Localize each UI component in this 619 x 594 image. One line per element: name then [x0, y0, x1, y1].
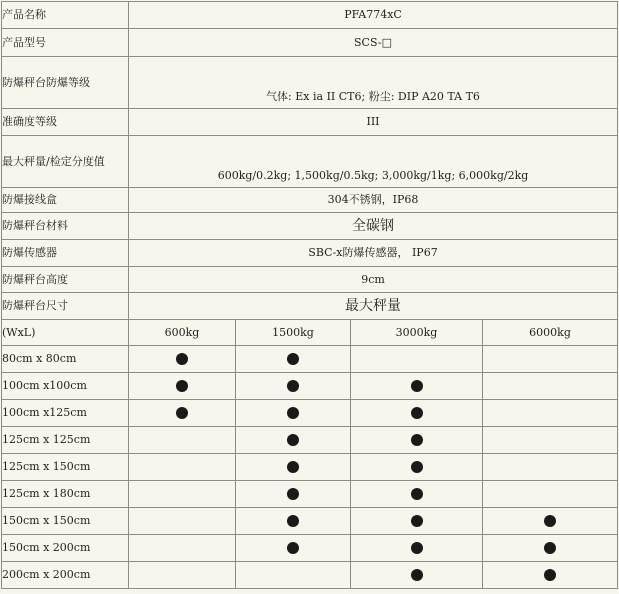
- size-row: [2, 400, 618, 427]
- capacity-column-header: 1500kg: [236, 320, 351, 346]
- availability-cell: [351, 481, 483, 508]
- filled-dot-icon: [411, 380, 423, 392]
- filled-dot-icon: [287, 434, 299, 446]
- filled-dot-icon: [411, 461, 423, 473]
- size-value: 80cm x 80cm: [2, 346, 129, 373]
- availability-cell: [483, 427, 618, 454]
- spec-value: 304不锈钢，IP68: [129, 188, 618, 213]
- spec-row-height: [2, 267, 618, 293]
- availability-cell: [236, 508, 351, 535]
- availability-cell: [351, 535, 483, 562]
- spec-value: 600kg/0.2kg; 1,500kg/0.5kg; 3,000kg/1kg; 6,000kg/2kg: [129, 136, 618, 188]
- availability-cell: [483, 454, 618, 481]
- spec-label: 防爆秤台高度: [2, 267, 129, 293]
- size-sub-label: (WxL): [2, 320, 129, 346]
- spec-value: SCS-□: [129, 29, 618, 57]
- filled-dot-icon: [411, 488, 423, 500]
- filled-dot-icon: [544, 515, 556, 527]
- filled-dot-icon: [287, 380, 299, 392]
- availability-cell: [236, 535, 351, 562]
- availability-cell: [236, 346, 351, 373]
- size-row: [2, 508, 618, 535]
- size-row: [2, 454, 618, 481]
- availability-cell: [236, 373, 351, 400]
- size-value: 100cm x125cm: [2, 400, 129, 427]
- availability-cell: [129, 346, 236, 373]
- availability-cell: [351, 508, 483, 535]
- spec-value: 9cm: [129, 267, 618, 293]
- availability-cell: [351, 562, 483, 589]
- availability-cell: [129, 481, 236, 508]
- availability-cell: [483, 562, 618, 589]
- spec-value: III: [129, 109, 618, 136]
- filled-dot-icon: [287, 353, 299, 365]
- spec-value: 气体: Ex ia II CT6; 粉尘: DIP A20 TA T6: [129, 57, 618, 109]
- capacity-header: 最大秤量: [129, 293, 618, 320]
- spec-row-max-capacity: [2, 136, 618, 188]
- filled-dot-icon: [411, 434, 423, 446]
- availability-cell: [483, 400, 618, 427]
- size-table-header-row: [2, 293, 618, 320]
- availability-cell: [351, 346, 483, 373]
- filled-dot-icon: [411, 542, 423, 554]
- availability-cell: [129, 562, 236, 589]
- filled-dot-icon: [544, 569, 556, 581]
- spec-value: 全碳钢: [129, 213, 618, 240]
- capacity-columns-row: [2, 320, 618, 346]
- availability-cell: [129, 508, 236, 535]
- availability-cell: [483, 346, 618, 373]
- capacity-column-header: 600kg: [129, 320, 236, 346]
- product-spec-table: [1, 1, 618, 589]
- size-value: 150cm x 200cm: [2, 535, 129, 562]
- availability-cell: [236, 481, 351, 508]
- size-table-label: 防爆秤台尺寸: [2, 293, 129, 320]
- spec-row-sensor: [2, 240, 618, 267]
- filled-dot-icon: [287, 407, 299, 419]
- spec-label: 准确度等级: [2, 109, 129, 136]
- availability-cell: [129, 373, 236, 400]
- size-row: [2, 562, 618, 589]
- availability-cell: [129, 400, 236, 427]
- filled-dot-icon: [544, 542, 556, 554]
- filled-dot-icon: [411, 515, 423, 527]
- size-row: [2, 427, 618, 454]
- availability-cell: [351, 400, 483, 427]
- availability-cell: [129, 535, 236, 562]
- spec-row-material: [2, 213, 618, 240]
- filled-dot-icon: [176, 407, 188, 419]
- size-value: 125cm x 125cm: [2, 427, 129, 454]
- spec-label: 防爆秤台防爆等级: [2, 57, 129, 109]
- spec-label: 防爆秤台材料: [2, 213, 129, 240]
- availability-cell: [351, 454, 483, 481]
- filled-dot-icon: [176, 353, 188, 365]
- spec-label: 防爆接线盒: [2, 188, 129, 213]
- spec-row-junction-box: [2, 188, 618, 213]
- spec-row-accuracy: [2, 109, 618, 136]
- filled-dot-icon: [411, 569, 423, 581]
- size-value: 200cm x 200cm: [2, 562, 129, 589]
- size-row: [2, 535, 618, 562]
- filled-dot-icon: [176, 380, 188, 392]
- spec-row-model: [2, 29, 618, 57]
- filled-dot-icon: [287, 542, 299, 554]
- capacity-column-header: 6000kg: [483, 320, 618, 346]
- spec-label: 产品名称: [2, 2, 129, 29]
- filled-dot-icon: [287, 515, 299, 527]
- spec-label: 最大秤量/检定分度值: [2, 136, 129, 188]
- availability-cell: [236, 427, 351, 454]
- spec-row-explosion-grade: [2, 57, 618, 109]
- availability-cell: [129, 454, 236, 481]
- size-row: [2, 373, 618, 400]
- availability-cell: [483, 535, 618, 562]
- capacity-column-header: 3000kg: [351, 320, 483, 346]
- size-row: [2, 346, 618, 373]
- size-value: 100cm x100cm: [2, 373, 129, 400]
- size-value: 125cm x 180cm: [2, 481, 129, 508]
- spec-value: PFA774xC: [129, 2, 618, 29]
- spec-label: 产品型号: [2, 29, 129, 57]
- availability-cell: [483, 373, 618, 400]
- filled-dot-icon: [287, 461, 299, 473]
- availability-cell: [236, 562, 351, 589]
- size-value: 125cm x 150cm: [2, 454, 129, 481]
- spec-label: 防爆传感器: [2, 240, 129, 267]
- availability-cell: [483, 481, 618, 508]
- availability-cell: [236, 400, 351, 427]
- availability-cell: [236, 454, 351, 481]
- availability-cell: [129, 427, 236, 454]
- availability-cell: [351, 373, 483, 400]
- availability-cell: [351, 427, 483, 454]
- size-value: 150cm x 150cm: [2, 508, 129, 535]
- spec-value: SBC-x防爆传感器， IP67: [129, 240, 618, 267]
- spec-row-product-name: [2, 2, 618, 29]
- availability-cell: [483, 508, 618, 535]
- filled-dot-icon: [287, 488, 299, 500]
- filled-dot-icon: [411, 407, 423, 419]
- size-row: [2, 481, 618, 508]
